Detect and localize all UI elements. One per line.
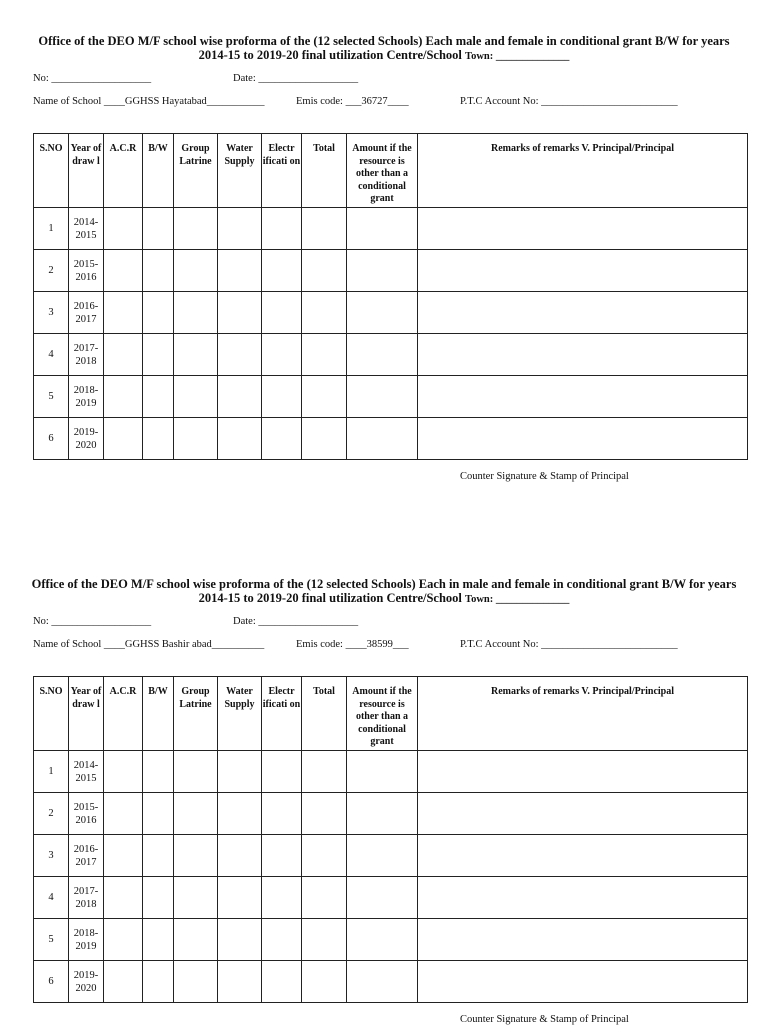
table-row xyxy=(34,208,748,250)
cell[interactable] xyxy=(347,208,418,250)
year-cell: 2017-2018 xyxy=(69,334,104,376)
date-field: Date: ___________________ xyxy=(233,616,359,627)
col-header: A.C.R xyxy=(104,134,143,208)
col-header: Remarks of remarks V. Principal/Principal xyxy=(418,134,748,208)
cell[interactable] xyxy=(347,877,418,919)
cell[interactable] xyxy=(262,334,302,376)
cell[interactable] xyxy=(262,793,302,835)
cell[interactable] xyxy=(174,751,218,793)
cell[interactable] xyxy=(104,334,143,376)
cell[interactable] xyxy=(218,292,262,334)
year-cell: 2018-2019 xyxy=(69,376,104,418)
year-cell: 2016-2017 xyxy=(69,835,104,877)
form-title xyxy=(30,577,738,607)
cell[interactable] xyxy=(174,250,218,292)
year-cell: 2019-2020 xyxy=(69,418,104,460)
cell[interactable] xyxy=(143,250,174,292)
cell[interactable] xyxy=(302,250,347,292)
table-header-row xyxy=(34,677,748,751)
cell[interactable] xyxy=(143,334,174,376)
col-header: Water Supply xyxy=(218,677,262,751)
sno-cell: 1 xyxy=(34,208,69,250)
cell[interactable] xyxy=(104,292,143,334)
table-row xyxy=(34,334,748,376)
cell[interactable] xyxy=(174,376,218,418)
col-header: Total xyxy=(302,677,347,751)
sno-cell: 2 xyxy=(34,793,69,835)
cell[interactable] xyxy=(347,919,418,961)
sno-cell: 5 xyxy=(34,376,69,418)
cell[interactable] xyxy=(418,793,748,835)
cell[interactable] xyxy=(302,919,347,961)
table-row xyxy=(34,376,748,418)
cell[interactable] xyxy=(347,751,418,793)
table-row xyxy=(34,793,748,835)
cell[interactable] xyxy=(104,250,143,292)
cell[interactable] xyxy=(174,961,218,1003)
school-name-field: Name of School ____GGHSS Hayatabad___________ xyxy=(33,96,265,107)
cell[interactable] xyxy=(143,961,174,1003)
col-header: B/W xyxy=(143,134,174,208)
sno-cell: 5 xyxy=(34,919,69,961)
cell[interactable] xyxy=(302,292,347,334)
no-field: No: ___________________ xyxy=(33,73,152,84)
sno-cell: 4 xyxy=(34,877,69,919)
cell[interactable] xyxy=(302,835,347,877)
cell[interactable] xyxy=(262,292,302,334)
cell[interactable] xyxy=(418,208,748,250)
cell[interactable] xyxy=(143,919,174,961)
col-header: Amount if the resource is other than a conditional grant xyxy=(347,134,418,208)
cell[interactable] xyxy=(174,877,218,919)
cell[interactable] xyxy=(174,919,218,961)
col-header: Year of draw l xyxy=(69,677,104,751)
cell[interactable] xyxy=(218,877,262,919)
col-header: A.C.R xyxy=(104,677,143,751)
cell[interactable] xyxy=(174,418,218,460)
cell[interactable] xyxy=(218,919,262,961)
table-row xyxy=(34,877,748,919)
col-header: Group Latrine xyxy=(174,677,218,751)
utilization-table xyxy=(33,676,748,1003)
table-row xyxy=(34,292,748,334)
cell[interactable] xyxy=(174,793,218,835)
cell[interactable] xyxy=(262,835,302,877)
table-row xyxy=(34,250,748,292)
table-header-row xyxy=(34,134,748,208)
table-row xyxy=(34,751,748,793)
cell[interactable] xyxy=(302,376,347,418)
cell[interactable] xyxy=(418,334,748,376)
sno-cell: 6 xyxy=(34,418,69,460)
col-header: Electr ificati on xyxy=(262,134,302,208)
cell[interactable] xyxy=(143,418,174,460)
ptc-account-field: P.T.C Account No: __________________________ xyxy=(460,96,678,107)
col-header: Amount if the resource is other than a conditional grant xyxy=(347,677,418,751)
table-row xyxy=(34,919,748,961)
col-header: B/W xyxy=(143,677,174,751)
cell[interactable] xyxy=(143,376,174,418)
cell[interactable] xyxy=(418,376,748,418)
cell[interactable] xyxy=(302,208,347,250)
table-row xyxy=(34,835,748,877)
cell[interactable] xyxy=(347,835,418,877)
cell[interactable] xyxy=(418,418,748,460)
cell[interactable] xyxy=(218,793,262,835)
col-header: S.NO xyxy=(34,677,69,751)
cell[interactable] xyxy=(418,250,748,292)
cell[interactable] xyxy=(262,250,302,292)
cell[interactable] xyxy=(347,292,418,334)
cell[interactable] xyxy=(418,751,748,793)
table-row xyxy=(34,418,748,460)
cell[interactable] xyxy=(262,919,302,961)
cell[interactable] xyxy=(262,208,302,250)
utilization-table xyxy=(33,133,748,460)
town-label: Town: ______________ xyxy=(465,51,570,62)
form-title-text: Office of the DEO M/F school wise proforma of the (12 selected Schools) Each male and female in conditional grant B/W for years 2014-15 to 2019-20 final utilization Centre/School xyxy=(38,34,730,62)
cell[interactable] xyxy=(174,292,218,334)
cell[interactable] xyxy=(262,877,302,919)
cell[interactable] xyxy=(262,961,302,1003)
cell[interactable] xyxy=(218,961,262,1003)
cell[interactable] xyxy=(218,835,262,877)
table-row xyxy=(34,961,748,1003)
cell[interactable] xyxy=(302,877,347,919)
cell[interactable] xyxy=(302,751,347,793)
cell[interactable] xyxy=(104,919,143,961)
cell[interactable] xyxy=(174,208,218,250)
cell[interactable] xyxy=(218,418,262,460)
sno-cell: 6 xyxy=(34,961,69,1003)
principal-signature-label: Counter Signature & Stamp of Principal xyxy=(460,1014,629,1025)
cell[interactable] xyxy=(302,418,347,460)
col-header: Electr ificati on xyxy=(262,677,302,751)
date-field: Date: ___________________ xyxy=(233,73,359,84)
cell[interactable] xyxy=(143,877,174,919)
sno-cell: 2 xyxy=(34,250,69,292)
sno-cell: 1 xyxy=(34,751,69,793)
cell[interactable] xyxy=(174,835,218,877)
cell[interactable] xyxy=(218,250,262,292)
ptc-account-field: P.T.C Account No: __________________________ xyxy=(460,639,678,650)
sno-cell: 3 xyxy=(34,835,69,877)
cell[interactable] xyxy=(218,376,262,418)
cell[interactable] xyxy=(104,208,143,250)
form-title xyxy=(30,34,738,64)
no-field: No: ___________________ xyxy=(33,616,152,627)
year-cell: 2015-2016 xyxy=(69,793,104,835)
cell[interactable] xyxy=(418,877,748,919)
cell[interactable] xyxy=(418,961,748,1003)
town-label: Town: ______________ xyxy=(465,594,570,605)
cell[interactable] xyxy=(104,751,143,793)
cell[interactable] xyxy=(104,793,143,835)
cell[interactable] xyxy=(218,751,262,793)
cell[interactable] xyxy=(143,751,174,793)
cell[interactable] xyxy=(174,334,218,376)
cell[interactable] xyxy=(104,835,143,877)
col-header: Group Latrine xyxy=(174,134,218,208)
cell[interactable] xyxy=(262,751,302,793)
cell[interactable] xyxy=(302,793,347,835)
year-cell: 2014-2015 xyxy=(69,751,104,793)
cell[interactable] xyxy=(262,376,302,418)
cell[interactable] xyxy=(347,418,418,460)
sno-cell: 3 xyxy=(34,292,69,334)
emis-code-field: Emis code: ____38599___ xyxy=(296,639,409,650)
school-name-field: Name of School ____GGHSS Bashir abad__________ xyxy=(33,639,265,650)
emis-code-field: Emis code: ___36727____ xyxy=(296,96,409,107)
cell[interactable] xyxy=(104,376,143,418)
principal-signature-label: Counter Signature & Stamp of Principal xyxy=(460,471,629,482)
col-header: Total xyxy=(302,134,347,208)
form-title-text: Office of the DEO M/F school wise proforma of the (12 selected Schools) Each in male and female in conditional grant B/W for years 2014-15 to 2019-20 final utilization Centre/School xyxy=(31,577,737,605)
cell[interactable] xyxy=(143,292,174,334)
cell[interactable] xyxy=(218,208,262,250)
cell[interactable] xyxy=(302,334,347,376)
cell[interactable] xyxy=(104,961,143,1003)
year-cell: 2016-2017 xyxy=(69,292,104,334)
cell[interactable] xyxy=(418,835,748,877)
year-cell: 2014-2015 xyxy=(69,208,104,250)
cell[interactable] xyxy=(302,961,347,1003)
col-header: Year of draw l xyxy=(69,134,104,208)
year-cell: 2015-2016 xyxy=(69,250,104,292)
cell[interactable] xyxy=(143,208,174,250)
cell[interactable] xyxy=(347,961,418,1003)
year-cell: 2019-2020 xyxy=(69,961,104,1003)
cell[interactable] xyxy=(218,334,262,376)
cell[interactable] xyxy=(143,835,174,877)
cell[interactable] xyxy=(262,418,302,460)
sno-cell: 4 xyxy=(34,334,69,376)
cell[interactable] xyxy=(143,793,174,835)
cell[interactable] xyxy=(347,793,418,835)
cell[interactable] xyxy=(347,334,418,376)
cell[interactable] xyxy=(418,292,748,334)
cell[interactable] xyxy=(347,250,418,292)
cell[interactable] xyxy=(347,376,418,418)
year-cell: 2017-2018 xyxy=(69,877,104,919)
col-header: Water Supply xyxy=(218,134,262,208)
year-cell: 2018-2019 xyxy=(69,919,104,961)
cell[interactable] xyxy=(104,418,143,460)
cell[interactable] xyxy=(418,919,748,961)
col-header: Remarks of remarks V. Principal/Principal xyxy=(418,677,748,751)
cell[interactable] xyxy=(104,877,143,919)
col-header: S.NO xyxy=(34,134,69,208)
